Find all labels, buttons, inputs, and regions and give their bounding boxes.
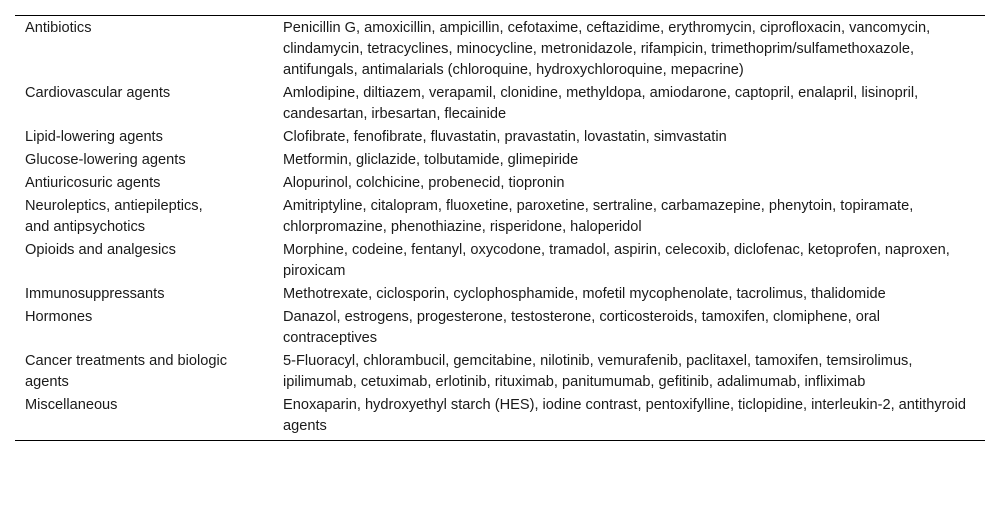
table-row <box>15 393 985 437</box>
drugs-cell: Metformin, gliclazide, tolbutamide, glimepiride <box>283 152 579 168</box>
table-row <box>15 81 985 125</box>
category-cell: Cancer treatments and biologic agents <box>25 353 227 390</box>
table-row <box>15 194 985 238</box>
table-row <box>15 171 985 194</box>
drugs-cell: Amlodipine, diltiazem, verapamil, clonidine, methyldopa, amiodarone, captopril, enalapril, lisinopril, candesartan, irbesartan, flecainide <box>283 85 919 122</box>
category-cell: Hormones <box>25 309 93 325</box>
table-row <box>15 349 985 393</box>
drugs-cell: Enoxaparin, hydroxyethyl starch (HES), iodine contrast, pentoxifylline, ticlopidine, interleukin-2, antithyroid agents <box>283 397 967 434</box>
drug-category-table <box>15 18 985 437</box>
table-row <box>15 305 985 349</box>
category-cell: Miscellaneous <box>25 397 118 413</box>
table-row <box>15 18 985 81</box>
category-cell: Lipid-lowering agents <box>25 129 163 145</box>
drugs-cell: Clofibrate, fenofibrate, fluvastatin, pravastatin, lovastatin, simvastatin <box>283 129 727 145</box>
drugs-cell: Methotrexate, ciclosporin, cyclophosphamide, mofetil mycophenolate, tacrolimus, thalidomide <box>283 286 886 302</box>
category-cell: Opioids and analgesics <box>25 242 176 258</box>
table-row <box>15 148 985 171</box>
category-cell: Glucose-lowering agents <box>25 152 186 168</box>
category-cell: Immunosuppressants <box>25 286 165 302</box>
category-cell: Neuroleptics, antiepileptics, and antipsychotics <box>25 198 203 235</box>
drugs-cell: Danazol, estrogens, progesterone, testosterone, corticosteroids, tamoxifen, clomiphene, oral contraceptives <box>283 309 881 346</box>
category-cell: Cardiovascular agents <box>25 85 171 101</box>
drug-table-container <box>15 15 985 441</box>
drugs-cell: Morphine, codeine, fentanyl, oxycodone, tramadol, aspirin, celecoxib, diclofenac, ketoprofen, naproxen, piroxicam <box>283 242 950 279</box>
drugs-cell: 5-Fluoracyl, chlorambucil, gemcitabine, nilotinib, vemurafenib, paclitaxel, tamoxifen, temsirolimus, ipilimumab, cetuximab, erlotinib, rituximab, panitumumab, gefitinib, adalimumab, infliximab <box>283 353 913 390</box>
table-row <box>15 238 985 282</box>
category-cell: Antibiotics <box>25 20 92 36</box>
drugs-cell: Amitriptyline, citalopram, fluoxetine, paroxetine, sertraline, carbamazepine, phenytoin, topiramate, chlorpromazine, phenothiazine, risperidone, haloperidol <box>283 198 914 235</box>
category-cell: Antiuricosuric agents <box>25 175 161 191</box>
table-row <box>15 282 985 305</box>
table-row <box>15 125 985 148</box>
drugs-cell: Penicillin G, amoxicillin, ampicillin, cefotaxime, ceftazidime, erythromycin, ciprofloxacin, vancomycin, clindamycin, tetracyclines, minocycline, metronidazole, rifampicin, trimethoprim/sulfamethoxazole, antifungals, antimalarials (chloroquine, hydroxychloroquine, mepacrine) <box>283 20 931 78</box>
drugs-cell: Alopurinol, colchicine, probenecid, tiopronin <box>283 175 565 191</box>
